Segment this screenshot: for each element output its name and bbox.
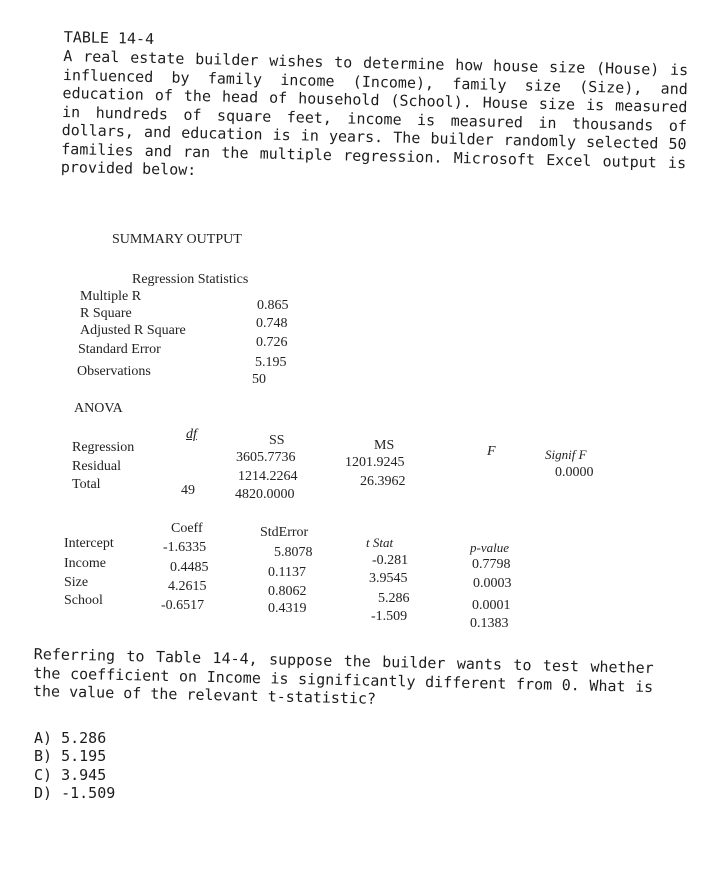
- anova-title: ANOVA: [74, 401, 123, 416]
- coef-cell-p-value: 0.7798: [472, 557, 511, 572]
- coef-header-t-stat: t Stat: [366, 535, 394, 550]
- coef-cell-stderror: 5.8078: [274, 545, 313, 560]
- coef-cell-p-value: 0.0003: [473, 576, 512, 591]
- question-text: Referring to Table 14-4, suppose the builder wants to test whether the coefficient on Income is significantly different from 0. What is the value of the relevant t-statistic?: [32, 645, 654, 708]
- coef-header-p-value: p-value: [470, 540, 509, 555]
- answer-choice-d[interactable]: D) -1.509: [34, 783, 116, 802]
- stat-label: Observations: [77, 364, 151, 379]
- anova-header-signif-f: Signif F: [545, 447, 587, 462]
- table-label: TABLE 14-4: [63, 28, 155, 49]
- summary-output-title: SUMMARY OUTPUT: [112, 232, 242, 247]
- stat-label: Multiple R: [80, 289, 142, 304]
- coef-cell-t-stat: -0.281: [372, 553, 409, 568]
- stat-value: 0.748: [256, 316, 288, 331]
- anova-cell-ms: 1201.9245: [345, 455, 405, 470]
- anova-header-df: df: [186, 427, 197, 442]
- coef-header-stderror: StdError: [260, 525, 309, 540]
- answer-choice-b[interactable]: B) 5.195: [34, 747, 107, 766]
- coef-cell-stderror: 0.1137: [268, 565, 306, 580]
- coef-cell-t-stat: 3.9545: [369, 571, 408, 586]
- stat-value: 50: [252, 372, 266, 387]
- intro-paragraph: A real estate builder wishes to determine how house size (House) is influenced by family income (Income), family size (Size), and education of the head of household (School). House size is measured in hundreds of square feet, income is measured in thousands of dollars, and education is in years. The builder randomly selected 50 families and ran the multiple regression. Microsoft Excel output is provided below:: [60, 46, 689, 180]
- question-block: [33, 645, 654, 715]
- anova-row-label: Regression: [72, 440, 135, 455]
- stat-value: 5.195: [255, 355, 287, 370]
- coef-cell-coeff: -0.6517: [161, 598, 205, 613]
- stat-label: Standard Error: [78, 342, 161, 357]
- anova-header-f: F: [487, 444, 496, 459]
- coef-header-coeff: Coeff: [171, 521, 203, 536]
- answer-choice-c[interactable]: C) 3.945: [34, 765, 107, 784]
- anova-cell-ms: 26.3962: [360, 474, 406, 489]
- anova-cell-ss: 1214.2264: [238, 469, 298, 484]
- coef-cell-stderror: 0.4319: [268, 601, 307, 616]
- stat-label: R Square: [80, 306, 132, 321]
- coef-row-label: Size: [64, 575, 89, 590]
- regression-statistics-title: Regression Statistics: [132, 272, 249, 287]
- coef-row-label: School: [64, 593, 103, 608]
- coef-cell-t-stat: -1.509: [371, 609, 408, 624]
- anova-cell-signif-f: 0.0000: [555, 465, 594, 480]
- coef-cell-p-value: 0.1383: [470, 616, 509, 631]
- coef-cell-stderror: 0.8062: [268, 584, 307, 599]
- coef-cell-coeff: 4.2615: [168, 579, 207, 594]
- answer-choices: [34, 729, 115, 802]
- stat-label: Adjusted R Square: [80, 323, 186, 338]
- coef-row-label: Intercept: [64, 536, 114, 551]
- coef-cell-p-value: 0.0001: [472, 598, 511, 613]
- anova-cell-ss: 3605.7736: [236, 450, 296, 465]
- anova-header-ss: SS: [269, 433, 285, 448]
- anova-cell-ss: 4820.0000: [235, 487, 295, 502]
- answer-choice-a[interactable]: A) 5.286: [34, 729, 107, 747]
- anova-cell-df: 49: [181, 483, 195, 498]
- stat-value: 0.865: [257, 298, 289, 313]
- stat-value: 0.726: [256, 335, 288, 350]
- coef-cell-t-stat: 5.286: [378, 591, 410, 606]
- coef-row-label: Income: [64, 556, 106, 571]
- coef-cell-coeff: 0.4485: [170, 560, 209, 575]
- anova-row-label: Total: [72, 477, 101, 492]
- coef-cell-coeff: -1.6335: [163, 540, 207, 555]
- anova-row-label: Residual: [72, 459, 121, 474]
- anova-header-ms: MS: [374, 438, 395, 453]
